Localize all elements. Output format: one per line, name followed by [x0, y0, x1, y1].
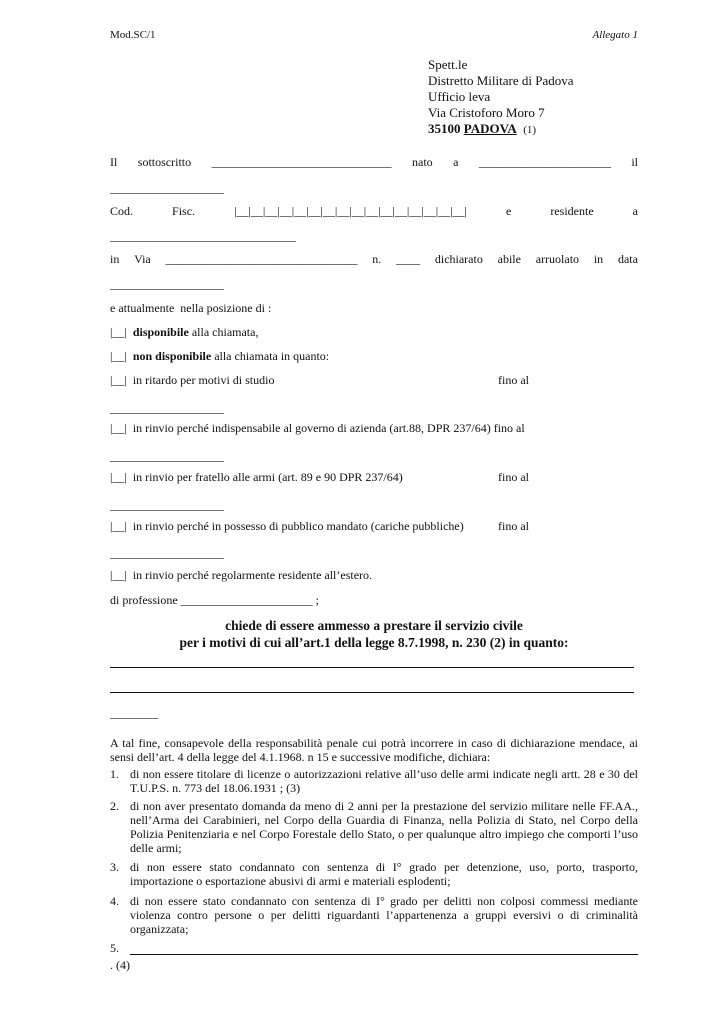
checkbox[interactable]: |__| — [110, 519, 127, 533]
until-label: fino al — [498, 373, 529, 387]
reason-public-office — [110, 519, 464, 534]
item-number: 2. — [110, 799, 119, 813]
residence-field[interactable]: _______________________________ — [110, 229, 296, 243]
reason-study — [110, 373, 274, 388]
fiscal-code-field[interactable]: |__|__|__|__|__|__|__|__|__|__|__|__|__|__|__|__| — [234, 204, 467, 218]
fiscal-code-row — [110, 204, 638, 219]
address-salutation: Spett.le — [428, 57, 468, 72]
option-label: disponibile — [132, 325, 189, 339]
checkbox[interactable]: |__| — [110, 325, 127, 339]
address-cap: 35100 — [428, 121, 461, 136]
profession-field[interactable]: di professione ______________________ ; — [110, 593, 319, 607]
option-text: alla chiamata, — [188, 325, 259, 339]
option-not-available — [110, 349, 329, 364]
checkbox[interactable]: |__| — [110, 373, 127, 387]
reason-text-line[interactable] — [110, 667, 634, 668]
row-text: sottoscritto — [137, 155, 192, 169]
row-text: in — [593, 252, 604, 266]
reason-abroad — [110, 568, 372, 583]
reason-text: in rinvio per fratello alle armi (art. 89 e 90 DPR 237/64) — [132, 470, 403, 484]
row-text: e — [505, 204, 512, 218]
request-heading-1: chiede di essere ammesso a prestare il servizio civile — [225, 618, 523, 633]
reason-text-line[interactable] — [110, 692, 634, 693]
item-tail: . (4) — [110, 958, 130, 972]
enlistment-date-field[interactable]: ___________________ — [110, 277, 224, 291]
declaration-item — [110, 894, 638, 936]
reason-text: in rinvio perché indispensabile al governo di azienda (art.88, DPR 237/64) fino al — [132, 421, 525, 435]
row-text: n. — [372, 252, 382, 266]
item-number: 4. — [110, 894, 119, 908]
item-number: 3. — [110, 860, 119, 874]
item-text: di non essere stato condannato con sentenza di I° grado per detenzione, uso, porto, trasporto, importazione o esportazione abusivi di armi e materiali esplodenti; — [130, 860, 638, 888]
item-text: di non essere titolare di licenze o autorizzazioni relative all’uso delle armi indicate negli artt. 28 e 30 del T.U.P.S. n. 773 del 18.06.1931 ; (3) — [130, 767, 638, 795]
row-text: Fisc. — [172, 204, 196, 218]
option-available — [110, 325, 258, 340]
address-office: Ufficio leva — [428, 89, 491, 104]
row-text: nato — [412, 155, 433, 169]
item-number: 5. — [110, 941, 119, 955]
address-note: (1) — [523, 124, 537, 136]
row-text: in — [110, 252, 120, 266]
row-text: Il — [110, 155, 118, 169]
reason-brother — [110, 470, 403, 485]
reason-text-tail[interactable]: ________ — [110, 706, 158, 720]
checkbox[interactable]: |__| — [110, 421, 127, 435]
until-date-field[interactable]: ___________________ — [110, 449, 224, 463]
address-city-line — [428, 121, 536, 138]
row-text: abile — [497, 252, 521, 266]
until-date-field[interactable]: ___________________ — [110, 498, 224, 512]
item-text: di non essere stato condannato con sentenza di I° grado per delitti non colposi commessi mediante violenza contro persone o per delitti riguardanti l’appartenenza a gruppi eversivi o di criminalità organizzata; — [130, 894, 638, 936]
address-district: Distretto Militare di Padova — [428, 73, 574, 88]
checkbox[interactable]: |__| — [110, 568, 127, 582]
row-text: Cod. — [110, 204, 134, 218]
address-city: PADOVA — [463, 121, 517, 136]
checkbox[interactable]: |__| — [110, 349, 127, 363]
form-code: Mod.SC/1 — [110, 29, 156, 41]
until-label: fino al — [498, 470, 529, 484]
declaration-item — [110, 799, 638, 855]
declaration-item — [110, 860, 638, 888]
option-text: alla chiamata in quanto: — [211, 349, 330, 363]
free-declaration-field[interactable] — [130, 941, 638, 955]
item-number: 1. — [110, 767, 119, 781]
name-field[interactable]: ______________________________ — [211, 155, 392, 169]
reason-text: in rinvio perché regolarmente residente all’estero. — [132, 568, 373, 582]
street-row — [110, 252, 638, 267]
row-text: residente — [550, 204, 594, 218]
reason-text: in ritardo per motivi di studio — [132, 373, 275, 387]
attachment-label: Allegato 1 — [592, 29, 638, 41]
option-label: non disponibile — [132, 349, 212, 363]
row-text: Via — [134, 252, 151, 266]
row-text: arruolato — [535, 252, 580, 266]
row-text: dichiarato — [434, 252, 483, 266]
declaration-item — [110, 767, 638, 795]
until-date-field[interactable]: ___________________ — [110, 401, 224, 415]
name-birth-row — [110, 155, 638, 170]
address-street: Via Cristoforo Moro 7 — [428, 105, 545, 120]
birthplace-field[interactable]: ______________________ — [478, 155, 611, 169]
checkbox[interactable]: |__| — [110, 470, 127, 484]
declaration-item — [110, 941, 638, 955]
item-text: di non aver presentato domanda da meno di 2 anni per la prestazione del servizio militare nelle FF.AA., nell’Arma dei Carabinieri, nel Corpo della Guardia di Finanza, nella Polizia di Stato, nel Corpo della Polizia Penitenziaria e nel Corpo Forestale dello Stato, o per qualunque altro impiego che comporti l’uso delle armi; — [130, 799, 638, 855]
row-text: a — [453, 155, 459, 169]
row-text: data — [617, 252, 638, 266]
declaration-intro: A tal fine, consapevole della responsabilità penale cui potrà incorrere in caso di dichiarazione mendace, ai sensi dell’art. 4 della legge del 4.1.1968. n 15 e successive modifiche, dichiara: — [110, 736, 638, 764]
reason-text: in rinvio perché in possesso di pubblico mandato (cariche pubbliche) — [132, 519, 464, 533]
until-label: fino al — [498, 519, 529, 533]
street-field[interactable]: ________________________________ — [165, 252, 358, 266]
position-intro: e attualmente nella posizione di : — [110, 301, 272, 315]
row-text: il — [631, 155, 638, 169]
reason-business — [110, 421, 525, 436]
street-number-field[interactable]: ____ — [396, 252, 421, 266]
request-heading-2: per i motivi di cui all’art.1 della legge 8.7.1998, n. 230 (2) in quanto: — [179, 635, 569, 650]
row-text: a — [632, 204, 638, 218]
until-date-field[interactable]: ___________________ — [110, 546, 224, 560]
birthdate-field[interactable]: ___________________ — [110, 181, 224, 195]
